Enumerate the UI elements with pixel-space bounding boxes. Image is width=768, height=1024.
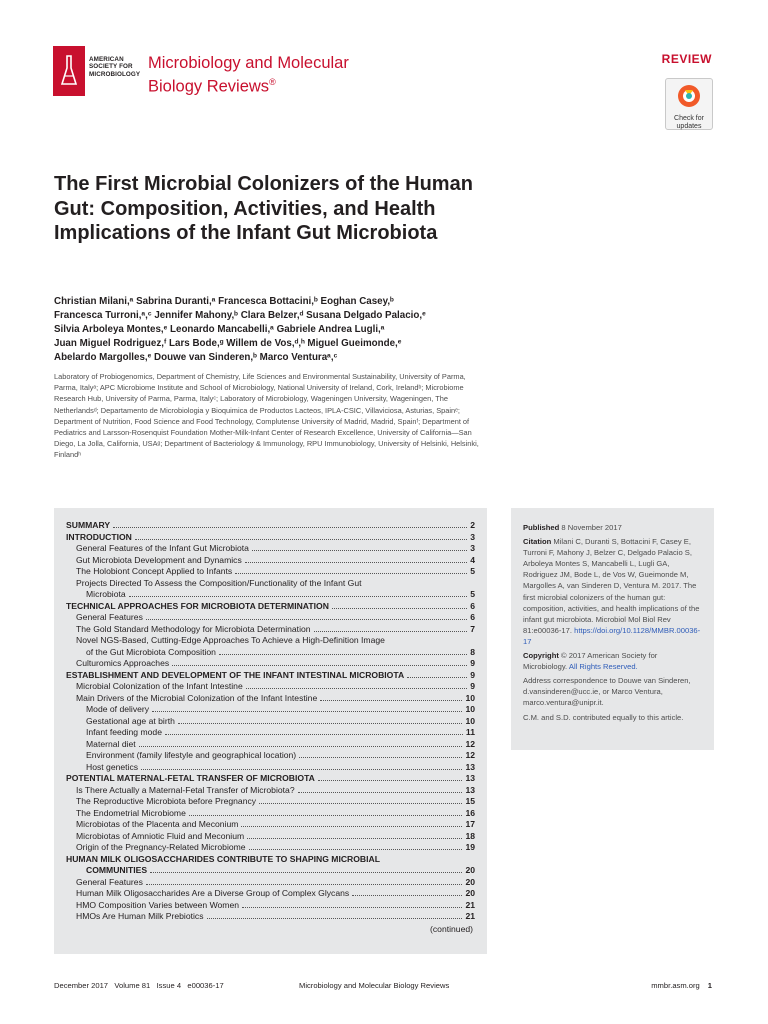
toc-leader-dots [178,717,463,724]
toc-entry[interactable] [66,785,475,797]
toc-entry[interactable] [66,865,475,877]
toc-entry-page: 6 [470,600,475,611]
toc-entry-label: Host genetics [86,761,139,772]
article-type-label: REVIEW [661,52,712,66]
toc-entry-label: Microbiota [86,589,126,599]
toc-entry[interactable] [66,796,475,808]
toc-entry[interactable] [66,532,475,544]
toc-entry[interactable] [66,693,475,705]
toc-entry[interactable] [66,543,475,555]
toc-entry-page: 15 [465,796,475,806]
toc-entry-label: Gut Microbiota Development and Dynamics [76,554,242,565]
toc-entry-label: Microbial Colonization of the Infant Intestine [76,681,243,691]
toc-leader-dots [207,912,463,919]
toc-entry-page: 20 [465,888,475,898]
toc-leader-dots [152,705,462,712]
toc-entry-label: Human Milk Oligosaccharides Are a Diverse Group of Complex Glycans [76,888,350,898]
toc-entry-page: 19 [465,842,475,852]
toc-entry-label: The Reproductive Microbiota before Pregnancy [76,796,257,806]
toc-leader-dots [298,786,463,793]
toc-leader-dots [150,866,462,873]
toc-entry-page: 3 [470,543,475,553]
toc-entry-label: Main Drivers of the Microbial Colonization of the Infant Intestine [76,692,318,703]
toc-entry[interactable] [66,601,475,613]
society-logo [53,46,143,96]
toc-leader-dots [219,648,467,655]
toc-entry-label: Gestational age at birth [86,715,175,726]
toc-leader-dots [172,659,467,666]
toc-entry-label: Microbiotas of Amniotic Fluid and Meconium [76,830,245,841]
toc-leader-dots [249,843,463,850]
toc-entry-page: 17 [465,819,475,829]
toc-entry-label: General Features [76,876,143,887]
published-info: Published 8 November 2017 [523,523,622,532]
footer-journal: Microbiology and Molecular Biology Reviews [299,981,450,990]
toc-entry-label: Infant feeding mode [86,727,162,737]
toc-entry-page: 10 [465,704,475,714]
toc-entry[interactable] [66,704,475,716]
toc-leader-dots [241,820,462,827]
toc-entry-label: Origin of the Pregnancy-Related Microbiome [76,842,246,852]
toc-entry[interactable] [66,842,475,854]
toc-entry[interactable] [66,819,475,831]
rights-link[interactable]: All Rights Reserved. [568,662,638,672]
toc-leader-dots [242,901,462,908]
toc-entry[interactable] [66,911,475,923]
toc-entry-page: 10 [465,692,475,703]
toc-entry[interactable] [66,589,475,601]
toc-entry-page: 6 [470,612,475,622]
toc-leader-dots [332,602,467,609]
toc-entry-label: Environment (family lifestyle and geographical location) [86,750,297,760]
toc-entry[interactable] [66,612,475,624]
toc-entry[interactable] [66,739,475,751]
toc-entry[interactable] [66,888,475,900]
toc-entry-label: of the Gut Microbiota Composition [86,646,216,657]
toc-entry-page: 20 [465,865,475,875]
issue-info: December 2017 Volume 81 Issue 4 e00036-17 [54,981,224,990]
toc-entry[interactable] [66,716,475,728]
toc-entry-label: The Endometrial Microbiome [76,807,186,818]
toc-leader-dots [129,590,468,597]
site-link[interactable]: mmbr.asm.org [651,981,700,990]
toc-leader-dots [141,763,462,770]
journal-name[interactable]: Microbiology and Molecular Biology Reviews® [148,54,349,96]
table-of-contents [54,508,487,954]
toc-entry-page: 9 [470,669,475,680]
toc-entry[interactable] [66,566,475,578]
toc-entry-label: Is There Actually a Maternal-Fetal Transfer of Microbiota? [76,784,295,795]
copyright: Copyright © 2017 American Society for Microbiology. All Rights Reserved. [523,651,658,672]
flask-logo-icon [53,46,85,96]
toc-leader-dots [314,625,468,632]
toc-entry[interactable] [66,647,475,659]
toc-entry[interactable] [66,900,475,912]
toc-leader-dots [113,521,467,528]
toc-leader-dots [245,556,467,563]
toc-leader-dots [135,533,467,540]
toc-entry[interactable] [66,750,475,762]
author-list: Christian Milani,ᵃ Sabrina Duranti,ᵃ Francesca Bottacini,ᵇ Eoghan Casey,ᵇ Francesca Turroni,ᵃ,ᶜ Jennifer Mahony,ᵇ Clara Belzer,ᵈ Susana Delgado Palacio,ᵉ Silvia Arboleya Montes,ᵉ Leonardo Mancabelli,ᵃ Gabriele Andrea Lugli,ᵃ Juan Miguel Rodriguez,ᶠ Lars Bode,ᵍ Willem de Vos,ᵈ,ʰ Miguel Gueimonde,ᵉ Abelardo Margolles,ᵉ Douwe van Sinderen,ᵇ Marco Venturaᵃ,ᶜ [54,296,426,363]
toc-leader-dots [318,774,463,781]
check-for-updates-badge[interactable]: Check for updates [665,78,713,130]
toc-entry-page: 5 [470,589,475,599]
toc-leader-dots [139,740,463,747]
toc-entry-label: Mode of delivery [86,704,150,714]
toc-entry-page: 9 [470,681,475,691]
toc-entry-label: INTRODUCTION [66,531,132,542]
toc-entry-page: 3 [470,531,475,542]
toc-entry-page: 11 [465,727,475,737]
toc-entry-label: POTENTIAL MATERNAL-FETAL TRANSFER OF MICROBIOTA [66,773,315,783]
toc-entry-label: HMOs Are Human Milk Prebiotics [76,911,204,921]
toc-entry-page: 16 [465,807,475,818]
toc-leader-dots [252,544,467,551]
doi-link[interactable]: https://doi.org/10.1128/MMBR.00036-17 [523,625,701,646]
toc-continued: (continued) [430,923,473,934]
toc-entry-page: 21 [465,899,475,910]
toc-entry-label: Microbiotas of the Placenta and Meconium [76,819,239,829]
toc-entry-label: Culturomics Approaches [76,658,170,668]
toc-entry-page: 8 [470,646,475,657]
toc-entry[interactable] [66,635,475,647]
toc-entry-page: 13 [465,773,475,783]
toc-entry[interactable] [66,877,475,889]
toc-entry[interactable] [66,681,475,693]
toc-entry[interactable] [66,831,475,843]
toc-leader-dots [246,682,468,689]
toc-leader-dots [189,809,463,816]
toc-entry-page: 21 [465,911,475,921]
toc-entry-page: 5 [470,566,475,576]
toc-entry-label: General Features of the Infant Gut Microbiota [76,543,249,553]
correspondence: Address correspondence to Douwe van Sinderen, d.vansinderen@ucc.ie, or Marco Ventura, marco.ventura@unipr.it. [523,676,691,708]
toc-entry[interactable] [66,520,475,532]
toc-entry[interactable] [66,578,475,590]
toc-entry[interactable] [66,624,475,636]
toc-entry[interactable] [66,808,475,820]
toc-entry-page: 13 [465,761,475,772]
toc-entry-page: 18 [465,830,475,841]
toc-entry-label: The Holobiont Concept Applied to Infants [76,566,233,576]
toc-leader-dots [235,567,467,574]
toc-entry-page: 4 [470,554,475,565]
affiliations: Laboratory of Probiogenomics, Department of Chemistry, Life Sciences and Environmental Sustainability, University of Parma, Parma, Italyᵃ; APC Microbiome Institute and School of Microbiology, National University of Ireland, Cork, Irelandᵇ; Microbiome Research Hub, University of Parma, Parma, Italyᶜ; Laboratory of Microbiology, Wageningen University, Wageningen, The Netherlandsᵈ; Departamento de Microbiologia y Bioquimica de Productos Lacteos, IPLA-CSIC, Villaviciosa, Asturias, Spainᵉ; Department of Nutrition, Food Science and Food Technology, Complutense University of Madrid, Madrid, Spainᶠ; Department of Pediatrics and Larsson-Rosenquist Foundation Mother-Milk-Infant Center of Research Excellence, University of California—San Diego, La Jolla, California, USAᵍ; Department of Bacteriology & Immunology, RPU Immunobiology, University of Helsinki, Helsinki, Finlandʰ [54,372,479,460]
toc-entry-page: 9 [470,658,475,668]
toc-entry-label: The Gold Standard Methodology for Microbiota Determination [76,623,311,634]
toc-leader-dots [146,613,467,620]
toc-entry-page: 12 [465,750,475,760]
toc-leader-dots [320,694,462,701]
toc-entry-label: General Features [76,612,143,622]
toc-entry[interactable] [66,658,475,670]
toc-entry-page: 10 [465,715,475,726]
toc-entry-label: TECHNICAL APPROACHES FOR MICROBIOTA DETERMINATION [66,600,329,611]
toc-entry[interactable] [66,773,475,785]
toc-entry-label: Projects Directed To Assess the Composition/Functionality of the Infant Gut [76,577,362,588]
toc-leader-dots [146,878,463,885]
toc-leader-dots [259,797,462,804]
toc-entry-label: HMO Composition Varies between Women [76,899,240,910]
toc-entry-label: Novel NGS-Based, Cutting-Edge Approaches To Achieve a High-Definition Image [76,635,385,645]
toc-entry[interactable] [66,670,475,682]
toc-entry[interactable] [66,555,475,567]
article-info-sidebar [511,508,714,750]
toc-entry-label: Maternal diet [86,738,136,749]
toc-leader-dots [247,832,462,839]
toc-entry-label: HUMAN MILK OLIGOSACCHARIDES CONTRIBUTE TO SHAPING MICROBIAL [66,853,380,864]
crossmark-icon [677,84,701,108]
toc-leader-dots [165,728,463,735]
article-title: The First Microbial Colonizers of the Human Gut: Composition, Activities, and Health Implications of the Infant Gut Microbiota [54,173,473,244]
toc-entry-page: 7 [470,623,475,634]
toc-entry-page: 13 [465,784,475,795]
toc-leader-dots [299,751,462,758]
toc-entry[interactable] [66,727,475,739]
toc-entry-label: SUMMARY [66,520,111,530]
equal-contribution-note: C.M. and S.D. contributed equally to this article. [523,712,684,722]
toc-entry[interactable] [66,854,475,866]
page-number: 1 [707,981,712,990]
toc-entry[interactable] [66,762,475,774]
society-name: AMERICAN SOCIETY FOR MICROBIOLOGY [89,56,141,78]
toc-entry-label: COMMUNITIES [86,865,148,875]
toc-entry-page: 12 [465,738,475,749]
toc-entry-page: 2 [470,520,475,530]
toc-leader-dots [352,889,462,896]
toc-entry-page: 20 [465,876,475,887]
toc-entry-label: ESTABLISHMENT AND DEVELOPMENT OF THE INFANT INTESTINAL MICROBIOTA [66,669,405,680]
footer-site [651,981,712,990]
toc-leader-dots [407,671,467,678]
citation: Citation Milani C, Duranti S, Bottacini F, Casey E, Turroni F, Mahony J, Belzer C, Delgado Palacio S, Arboleya Montes S, Mancabelli L, Lugli GA, Rodriguez JM, Bode L, de Vos W, Gueimonde M, Margolles A, van Sinderen D, Ventura M. 2017. The first microbial colonizers of the human gut: composition, activities, and health implications of the infant gut microbiota. Microbiol Mol Biol Rev 81:e00036-17. https://doi.org/10.1128/MMBR.00036-17 [523,537,701,646]
